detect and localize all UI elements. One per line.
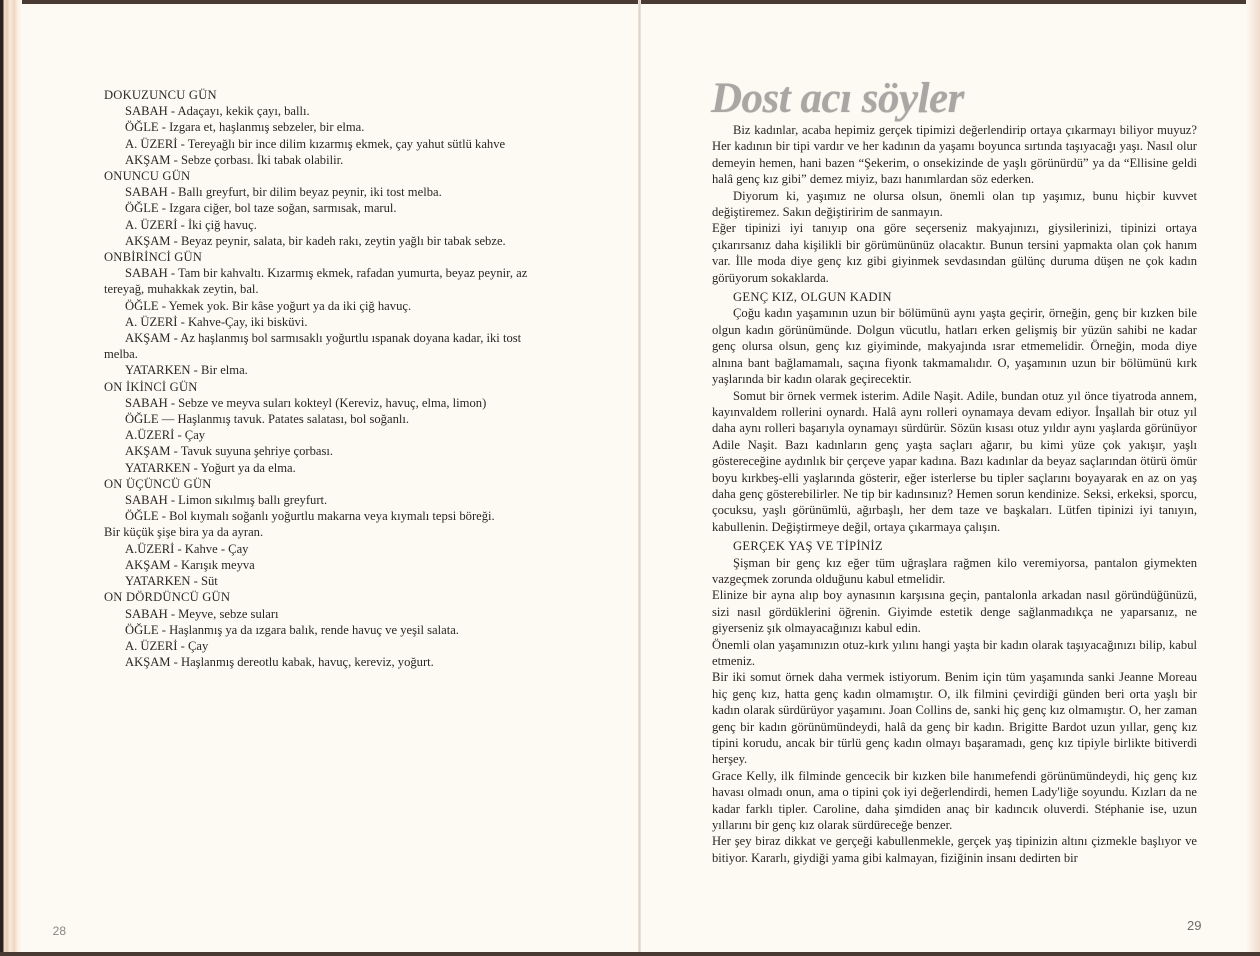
paragraph: Eğer tipinizi iyi tanıyıp ona göre seçerseniz makyajınızı, giysilerinizi, tipinizi ortaya çıkarırsanız daha kişilikli bir görümününüz olacaktır. Bunun tersini yapmakta olan çok hanım var. İlle moda diye genç kız gibi giyinmek sevdasından gülünç duruma düşen ne çok kadın görüyorum sokaklarda. bbox=[712, 221, 1197, 285]
bottom-edge bbox=[0, 952, 1260, 956]
meal-item: AKŞAM - Haşlanmış dereotlu kabak, havuç, kereviz, yoğurt. bbox=[125, 655, 434, 670]
page-stack-edge-right bbox=[1246, 0, 1260, 956]
meal-item: YATARKEN - Süt bbox=[125, 574, 218, 589]
day-heading: ON DÖRDÜNCÜ GÜN bbox=[104, 590, 231, 605]
meal-item-continuation: tereyağ, muhakkak zeytin, bal. bbox=[104, 282, 259, 297]
meal-item: SABAH - Sebze ve meyva suları kokteyl (Kereviz, havuç, elma, limon) bbox=[125, 395, 487, 410]
diet-list bbox=[104, 87, 594, 670]
day-heading: ON İKİNCİ GÜN bbox=[104, 379, 198, 394]
meal-item: A. ÜZERİ - Kahve-Çay, iki bisküvi. bbox=[125, 314, 308, 329]
meal-item: ÖĞLE — Haşlanmış tavuk. Patates salatası, bol soğanlı. bbox=[125, 412, 410, 427]
section-heading: GENÇ KIZ, OLGUN KADIN bbox=[733, 290, 892, 305]
meal-item: YATARKEN - Bir elma. bbox=[125, 363, 248, 378]
day-heading: DOKUZUNCU GÜN bbox=[104, 88, 217, 102]
section-heading: GERÇEK YAŞ VE TİPİNİZ bbox=[733, 539, 883, 554]
paragraph: Önemli olan yaşamınızın otuz-kırk yılını hangi yaşta bir kadın olarak taşıyacağınızı bilip, kabul etmeniz. bbox=[712, 637, 1197, 668]
day-heading: ONUNCU GÜN bbox=[104, 169, 191, 184]
paragraph: Çoğu kadın yaşamının uzun bir bölümünü aynı yaşta geçirir, örneğin, genç bir kızken bile olgun kadın görünümünde. Dolgun vücutlu, hatları erken gelişmiş bir yüzün sahibi ne kadar genç olursa olsun, genç kız giyiminde, makyajında ısrar etmemelidir. Örneğin, moda diye alnına bant bağlamamalı, saçına fiyonk takmamalıdır. O, yaşamının uzun bir bölümünü kırk yaşlarında bir kadın olarak geçirecektir. bbox=[712, 306, 1197, 387]
meal-item: A. ÜZERİ - Çay bbox=[125, 638, 209, 653]
meal-item: YATARKEN - Yoğurt ya da elma. bbox=[125, 460, 296, 475]
meal-item: AKŞAM - Beyaz peynir, salata, bir kadeh rakı, zeytin yağlı bir tabak sebze. bbox=[125, 233, 506, 248]
article-body bbox=[712, 122, 1197, 866]
page-number: 29 bbox=[1187, 918, 1202, 933]
meal-item: A.ÜZERİ - Kahve - Çay bbox=[125, 541, 249, 556]
meal-item: A. ÜZERİ - Tereyağlı bir ince dilim kızarmış ekmek, çay yahut sütlü kahve bbox=[125, 136, 506, 151]
right-page bbox=[641, 0, 1246, 956]
paragraph: Grace Kelly, ilk filminde gencecik bir kızken bile hanımefendi görünümündeydi, hiç genç kız havası olmadı onun, ama o tipini çok iyi değerlendirdi, hemen Lady'liğe soyundu. Kızları da ne kadar farklı tipler. Caroline, daha şimdiden anaç bir kadıncık oluverdi. Stéphanie ise, uzun yıllarını bir genç kız olarak sürdüreceğe benzer. bbox=[712, 768, 1197, 833]
left-page bbox=[22, 0, 638, 956]
meal-item: ÖĞLE - Izgara et, haşlanmış sebzeler, bir elma. bbox=[125, 120, 365, 135]
page-number: 28 bbox=[52, 924, 66, 938]
meal-item: A.ÜZERİ - Çay bbox=[125, 428, 206, 443]
meal-item: SABAH - Adaçayı, kekik çayı, ballı. bbox=[125, 104, 310, 119]
meal-item: ÖĞLE - Yemek yok. Bir kâse yoğurt ya da iki çiğ havuç. bbox=[125, 298, 412, 313]
paragraph: Diyorum ki, yaşımız ne olursa olsun, önemli olan tıp yaşımız, bunu hiçbir kuvvet değiştiremez. Sakın değiştiririm de sanmayın. bbox=[712, 188, 1197, 220]
page-stack-edge bbox=[0, 0, 22, 956]
meal-item: AKŞAM - Tavuk suyuna şehriye çorbası. bbox=[125, 444, 334, 459]
paragraph: Biz kadınlar, acaba hepimiz gerçek tipimizi değerlendirip ortaya çıkarmayı biliyor muyuz? Her kadının bir tipi vardır ve her kadının da yaşamı boyunca sırtında taşıyacağı yaşı. Nasıl olur demeyin hemen, hani bazen “Şekerim, o onsekizinde de yaşlı görünürdü” ya da “Ellisine geldi halâ genç kız gibi” demez miyiz, bazı hanımlardan söz ederken. bbox=[712, 123, 1197, 187]
meal-item: AKŞAM - Karışık meyva bbox=[125, 557, 255, 572]
meal-item: A. ÜZERİ - İki çiğ havuç. bbox=[125, 217, 257, 232]
day-heading: ON ÜÇÜNCÜ GÜN bbox=[104, 476, 212, 491]
paragraph: Bir iki somut örnek daha vermek istiyorum. Benim için tüm yaşamında sanki Jeanne Moreau hiç genç kız, hatta genç kadın olmamıştır. O, ilk filmini çevirdiği günden beri orta yaşlı bir kadın olarak sürdürüyor yaşamını. Joan Collins de, sanki hiç genç kız olmamıştır. O, her zaman genç bir kadın görünümündeydi, halâ da genç bir kadın. Brigitte Bardot uzun yıllar, genç kız tipini korudu, ancak bir türlü genç kadın olmayı başaramadı, genç kız tipiyle birlikte bitiverdi herşey. bbox=[712, 670, 1197, 767]
paragraph: Elinize bir ayna alıp boy aynasının karşısına geçin, pantalonla arkadan nasıl göründüğünüzü, sizi nasıl gördüklerini öğrenin. Giyimde estetik denge sağlanmadıkça ne yaparsanız, ne giyerseniz şık olmayacağınızı kabul edin. bbox=[712, 588, 1197, 636]
paragraph: Her şey biraz dikkat ve gerçeği kabullenmekle, gerçek yaş tipinizin altını çizmekle başlıyor ve bitiyor. Kararlı, giydiği yama gibi kalmayan, fiziğinin insanı dedirten bir bbox=[712, 834, 1197, 865]
meal-item: ÖĞLE - Haşlanmış ya da ızgara balık, rende havuç ve yeşil salata. bbox=[125, 622, 459, 637]
meal-item-continuation: Bir küçük şişe bira ya da ayran. bbox=[104, 525, 264, 540]
paragraph: Şişman bir genç kız eğer tüm uğraşlara rağmen kilo veremiyorsa, pantalon giymekten vazgeçmek zorunda olduğunu kabul etmelidir. bbox=[712, 555, 1197, 586]
meal-item: SABAH - Tam bir kahvaltı. Kızarmış ekmek, rafadan yumurta, beyaz peynir, az bbox=[125, 266, 528, 281]
meal-item: SABAH - Ballı greyfurt, bir dilim beyaz peynir, iki tost melba. bbox=[125, 185, 442, 200]
meal-item: AKŞAM - Sebze çorbası. İki tabak olabilir. bbox=[125, 152, 344, 167]
meal-item: ÖĞLE - Izgara ciğer, bol taze soğan, sarmısak, marul. bbox=[125, 201, 397, 216]
meal-item: AKŞAM - Az haşlanmış bol sarmısaklı yoğurtlu ıspanak doyana kadar, iki tost bbox=[125, 331, 522, 346]
meal-item-continuation: melba. bbox=[104, 347, 138, 362]
article-title: Dost acı söyler bbox=[711, 75, 964, 122]
day-heading: ONBİRİNCİ GÜN bbox=[104, 250, 203, 265]
meal-item: ÖĞLE - Bol kıymalı soğanlı yoğurtlu makarna veya kıymalı tepsi böreği. bbox=[125, 509, 495, 524]
paragraph: Somut bir örnek vermek isterim. Adile Naşit. Adile, bundan otuz yıl önce tiyatroda annem, kayınvaldem rollerini oynardı. Halâ aynı rolleri oynamaya devam ediyor. İnşallah bir otuz yıl daha aynı rolleri başarıyla oynamayı sürdürür. Sözün kısası otuz yıldır aynı yaşlarda görünüyor Adile Naşit. Bazı kadınların genç yaşta saçları ağarır, bu kimi yüze çok yakışır, yaşlı göstereceğine aydınlık bir çerçeve yapar kadına. Bazı kadınlar da beyaz saçlarından ötürü ömür boyu kırkbeş-elli yaşlarında gösterir, eğer isterlerse bu tipler saçlarını boyayarak en az on yaş daha genç gösterebilirler. Ne tip bir kadınsınız? Hemen sorun kendinize. Seksi, erkeksi, sporcu, çocuksu, yaşlı görünümlü, ağırbaşlı, her dem taze ve başkaları. Lütfen tipinizi iyi tanıyın, kabullenin. Değiştirmeye değil, ortaya çıkarmaya çalışın. bbox=[712, 388, 1197, 534]
meal-item: SABAH - Limon sıkılmış ballı greyfurt. bbox=[125, 493, 328, 508]
meal-item: SABAH - Meyve, sebze suları bbox=[125, 606, 279, 621]
